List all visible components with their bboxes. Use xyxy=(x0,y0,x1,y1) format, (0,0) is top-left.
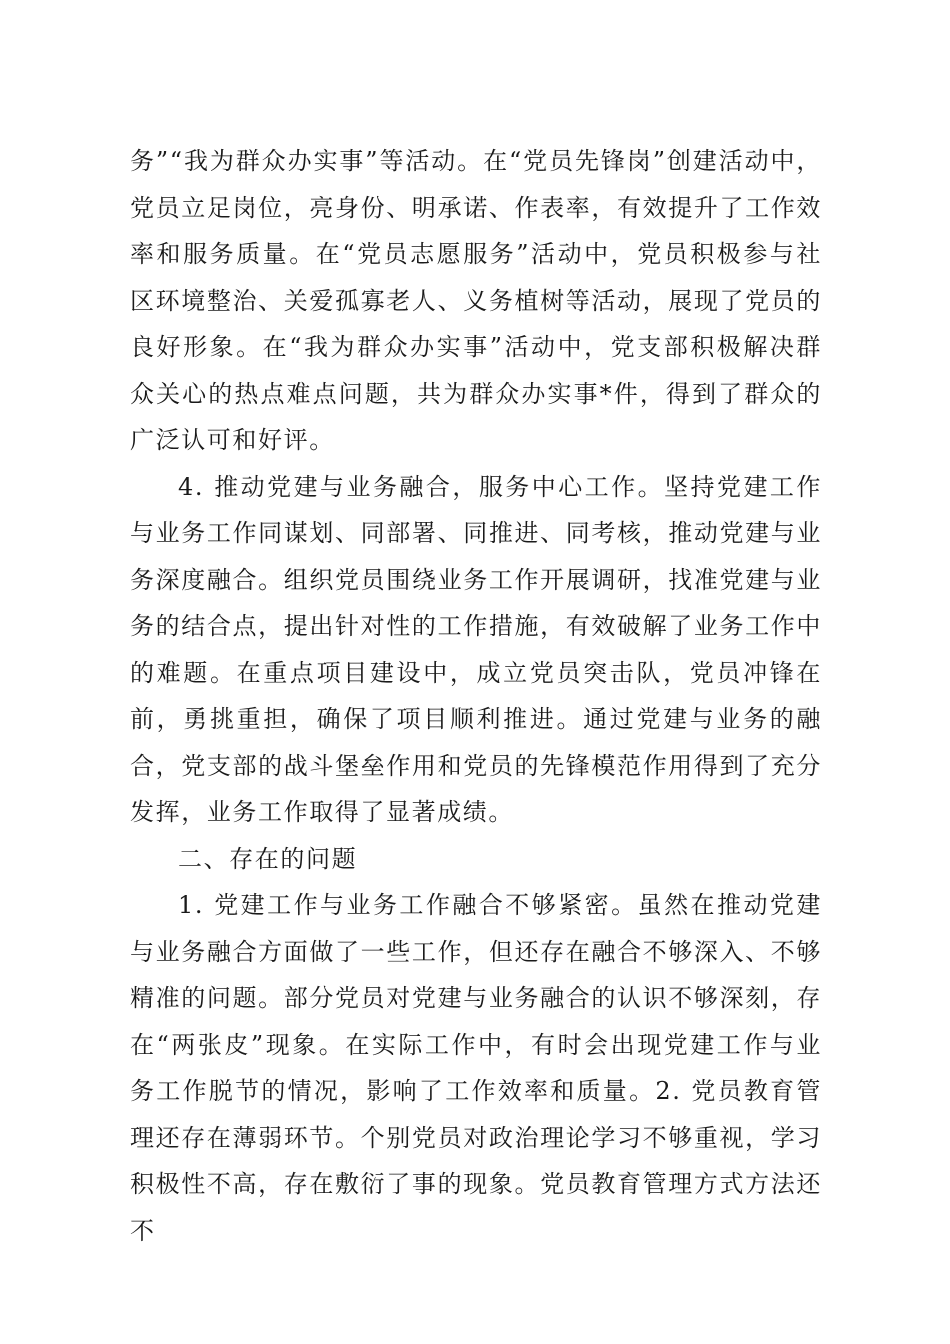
document-body xyxy=(130,138,822,1254)
paragraph-continuation: 务”“我为群众办实事”等活动。在“党员先锋岗”创建活动中，党员立足岗位，亮身份、明承诺、作表率，有效提升了工作效率和服务质量。在“党员志愿服务”活动中，党员积极参与社区环境整治、关爱孤寡老人、义务植树等活动，展现了党员的良好形象。在“我为群众办实事”活动中，党支部积极解决群众关心的热点难点问题，共为群众办实事*件，得到了群众的广泛认可和好评。 xyxy=(130,147,822,454)
paragraph-problems: 1. 党建工作与业务工作融合不够紧密。虽然在推动党建与业务融合方面做了一些工作，但还存在融合不够深入、不够精准的问题。部分党员对党建与业务融合的认识不够深刻，存在“两张皮”现象。在实际工作中，有时会出现党建工作与业务工作脱节的情况，影响了工作效率和质量。2. 党员教育管理还存在薄弱环节。个别党员对政治理论学习不够重视，学习积极性不高，存在敷衍了事的现象。党员教育管理方式方法还不 xyxy=(130,891,822,1245)
section-heading-problems: 二、存在的问题 xyxy=(178,844,358,873)
paragraph-party-business-integration: 4. 推动党建与业务融合，服务中心工作。坚持党建工作与业务工作同谋划、同部署、同推进、同考核，推动党建与业务深度融合。组织党员围绕业务工作开展调研，找准党建与业务的结合点，提出针对性的工作措施，有效破解了业务工作中的难题。在重点项目建设中，成立党员突击队，党员冲锋在前，勇挑重担，确保了项目顺利推进。通过党建与业务的融合，党支部的战斗堡垒作用和党员的先锋模范作用得到了充分发挥，业务工作取得了显著成绩。 xyxy=(130,472,822,826)
